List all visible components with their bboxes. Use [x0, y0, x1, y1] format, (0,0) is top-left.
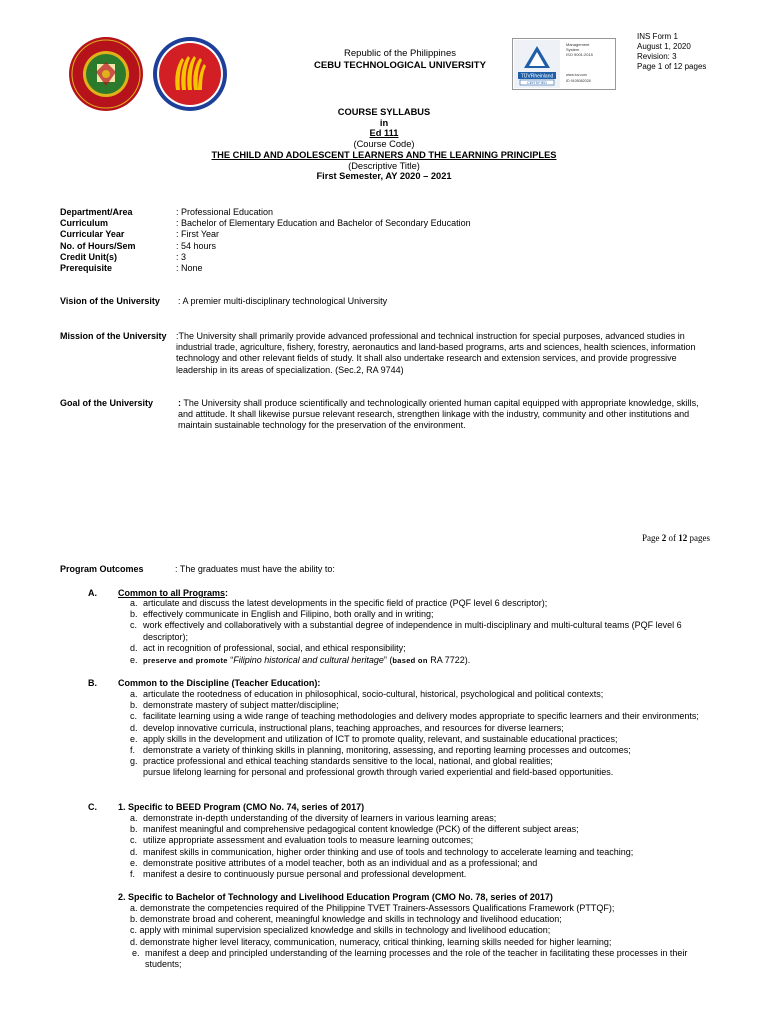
mission-label: Mission of the University — [60, 331, 167, 341]
item-text: apply skills in the development and utilization of ICT to promote quality, relevant, and sustainable educational practices; — [143, 733, 618, 744]
goal-label: Goal of the University — [60, 398, 154, 408]
detail-key: Prerequisite — [60, 263, 113, 274]
item-text: develop innovative curricula, instructional plans, teaching approaches, and resources for diverse learners; — [143, 722, 564, 733]
list-item — [130, 745, 710, 756]
list-item — [130, 711, 710, 722]
course-code: Ed 111 — [369, 128, 399, 139]
item-text: practice professional and ethical teaching standards sensitive to the local, national, and global realities; — [143, 756, 553, 767]
list-item — [130, 948, 720, 970]
list-item — [130, 609, 710, 620]
item-marker — [130, 767, 143, 778]
item-marker: b. — [130, 824, 138, 835]
list-item — [130, 858, 720, 869]
detail-key: Curriculum — [60, 218, 109, 229]
item-marker: b. — [130, 609, 138, 620]
page-current: 2 — [661, 533, 667, 543]
descriptive-title: THE CHILD AND ADOLESCENT LEARNERS AND THE LEARNING PRINCIPLES — [211, 149, 557, 160]
list-item: c. apply with minimal supervision specialized knowledge and skills in technology and livelihood education; — [130, 925, 551, 936]
list-item — [130, 756, 710, 767]
list-item — [130, 835, 720, 846]
item-text: articulate and discuss the latest developments in the specific field of practice (PQF level 6 descriptor); — [143, 598, 548, 608]
detail-value: : Professional Education — [176, 207, 274, 217]
list-item: d. demonstrate higher level literacy, communication, numeracy, critical thinking, learning skills needed for higher learning; — [130, 936, 612, 947]
page-of: of — [666, 533, 679, 543]
detail-value: : 54 hours — [176, 240, 217, 251]
form-page: Page 1 of 12 pages — [637, 62, 707, 71]
vision-label: Vision of the University — [60, 296, 160, 306]
page-suffix: pages — [687, 533, 710, 543]
item-marker: c. — [130, 620, 138, 631]
item-preserve: preserve and promote — [143, 656, 228, 666]
cert-iso-text: ISO 9001:2015 — [566, 52, 593, 57]
detail-row — [60, 207, 471, 218]
item-marker: d. — [130, 722, 138, 733]
tuv-certification-badge — [512, 38, 616, 90]
detail-value: : 3 — [176, 251, 187, 262]
item-marker: e. — [130, 655, 138, 666]
course-code-label: (Course Code) — [353, 139, 415, 150]
tuv-certified-text: CERTIFIED — [527, 81, 547, 85]
list-item — [130, 700, 710, 711]
item-text: effectively communicate in English and Filipino, both orally and in writing; — [143, 609, 434, 620]
item-text: pursue lifelong learning for personal and professional growth through varied experiential and field-based opportunities. — [143, 767, 614, 778]
item-marker: e. — [130, 857, 138, 868]
section-letter: A. — [88, 588, 97, 598]
program-outcomes-label: Program Outcomes — [60, 564, 144, 574]
section-subtitle-btled: 2. Specific to Bachelor of Technology and Livelihood Education Program (CMO No. 78, series of 2017) — [118, 892, 553, 902]
cert-url-text: www.tuv.com — [566, 73, 587, 77]
list-item — [130, 643, 710, 654]
item-text: demonstrate a variety of thinking skills in planning, monitoring, assessing, and reporting learning processes and outcomes; — [143, 745, 631, 756]
list-item — [130, 847, 720, 858]
mission-text: :The University shall primarily provide advanced professional and technical instruction for special purposes, advanced studies in industrial trade, agriculture, fishery, forestry, aeronautics and land-based programs, arts and sciences, health sciences, information technology and other relevant fields of study. It shall also undertake research and extension services, and provide progressive leadership in its areas of specialization. (Sec.2, RA 9744) — [176, 331, 696, 375]
item-text: facilitate learning using a wide range of teaching methodologies and delivery modes appropriate to specific learners and their environments; — [143, 711, 699, 722]
item-marker: b. — [130, 700, 138, 711]
item-text: demonstrate mastery of subject matter/discipline; — [143, 700, 339, 711]
program-outcomes-intro: : The graduates must have the ability to: — [175, 564, 335, 574]
section-letter: B. — [88, 678, 97, 688]
university-name: CEBU TECHNOLOGICAL UNIVERSITY — [314, 60, 486, 71]
semester: First Semester, AY 2020 – 2021 — [316, 171, 452, 182]
item-text: demonstrate in-depth understanding of the diversity of learners in various learning areas; — [143, 813, 497, 823]
form-info — [637, 32, 706, 72]
form-revision: Revision: 3 — [637, 52, 677, 61]
list-item — [130, 869, 720, 880]
goal-body: The University shall produce scientifically and technologically oriented human capital equipped with appropriate knowledge, skills, and attitude. It shall likewise pursue relevant research, strengthen linkage with the industry, community and other institutions and maintain sustainable technology for the preservation of the environment. — [178, 398, 699, 431]
item-quote-open: “ — [227, 655, 234, 666]
cert-management-text: Management — [566, 42, 590, 47]
item-text: manifest skills in communication, higher order thinking and use of tools and technology to accelerate learning and teaching; — [143, 846, 634, 857]
form-number: INS Form 1 — [637, 32, 678, 41]
section-subtitle-beed: 1. Specific to BEED Program (CMO No. 74, series of 2017) — [118, 802, 365, 812]
detail-value: : None — [176, 263, 203, 274]
list-item — [130, 655, 710, 666]
ctu-seal-logo — [68, 36, 144, 112]
item-marker: a. — [130, 598, 138, 608]
item-marker: a. — [130, 689, 138, 699]
section-title: Common to the Discipline (Teacher Education): — [118, 678, 321, 688]
cert-id-text: ID 9105082028 — [566, 79, 591, 83]
cert-system-text: System — [566, 47, 580, 52]
title-block — [120, 107, 648, 182]
goal-text — [178, 398, 708, 432]
list-item — [130, 598, 710, 609]
detail-row — [60, 229, 471, 240]
republic-text: Republic of the Philippines — [344, 48, 456, 59]
syllabus-heading: COURSE SYLLABUS — [337, 107, 431, 117]
list-item — [130, 620, 710, 642]
item-marker: f. — [130, 869, 136, 880]
item-marker: g. — [130, 756, 138, 767]
page-prefix: Page — [642, 533, 662, 543]
list-item — [130, 723, 710, 734]
item-text: work effectively and collaboratively with a substantial degree of independence in multi-disciplinary and multi-cultural teams (PQF level 6 descriptor); — [143, 620, 682, 642]
section-title: Common to all Programs — [118, 588, 226, 598]
item-text: act in recognition of professional, social, and ethical responsibility; — [143, 642, 406, 653]
section-letter: C. — [88, 802, 97, 812]
item-marker: d. — [130, 846, 138, 857]
page-number — [560, 533, 710, 544]
form-date: August 1, 2020 — [637, 42, 691, 51]
detail-value: : Bachelor of Elementary Education and Bachelor of Secondary Education — [176, 218, 471, 229]
descriptive-title-label: (Descriptive Title) — [348, 160, 420, 171]
list-item — [130, 767, 710, 778]
detail-key: Credit Unit(s) — [60, 251, 117, 262]
detail-row — [60, 218, 471, 229]
item-text: manifest meaningful and comprehensive pedagogical content knowledge (PCK) of the different subject areas; — [143, 824, 579, 835]
section-title-colon: : — [225, 588, 229, 598]
item-marker: e. — [132, 947, 140, 958]
detail-row — [60, 252, 471, 263]
item-quote-close: ” ( — [383, 655, 393, 666]
item-italic: Filipino historical and cultural heritage — [233, 655, 384, 666]
item-marker: c. — [130, 711, 138, 722]
item-text: articulate the rootedness of education in philosophical, socio-cultural, historical, psychological and political contexts; — [143, 689, 604, 699]
tuv-brand-text: TÜVRheinland — [520, 73, 554, 80]
item-text: manifest a desire to continuously pursue personal and professional development. — [143, 869, 467, 880]
list-item — [130, 689, 710, 700]
vision-text: : A premier multi-disciplinary technological University — [178, 296, 388, 306]
item-text: utilize appropriate assessment and evaluation tools to measure learning outcomes; — [143, 835, 474, 846]
item-text: demonstrate positive attributes of a model teacher, both as an individual and as a professional; and — [143, 857, 538, 868]
list-item: b. demonstrate broad and coherent, meaningful knowledge and skills in technology and livelihood education; — [130, 914, 562, 925]
item-ra: RA 7722). — [427, 655, 471, 666]
item-marker: d. — [130, 642, 138, 653]
list-item — [130, 813, 720, 824]
detail-key: Department/Area — [60, 207, 133, 217]
item-based-on: based on — [392, 656, 428, 666]
item-marker: a. — [130, 813, 138, 823]
detail-key: Curricular Year — [60, 229, 125, 240]
detail-row — [60, 241, 471, 252]
item-marker: f. — [130, 745, 136, 756]
list-item — [130, 734, 710, 745]
detail-row — [60, 263, 471, 274]
item-marker: e. — [130, 733, 138, 744]
asean-logo — [152, 36, 228, 112]
item-marker: c. — [130, 835, 138, 846]
course-details — [60, 207, 471, 274]
page-total: 12 — [678, 533, 688, 543]
item-text: manifest a deep and principled understanding of the learning processes and the role of the teacher in facilitating these processes in their students; — [145, 947, 688, 970]
list-item — [130, 824, 720, 835]
syllabus-in: in — [379, 117, 389, 128]
list-item: a. demonstrate the competencies required of the Philippine TVET Trainers-Assessors Qualifications Framework (PTTQF); — [130, 903, 615, 913]
detail-value: : First Year — [176, 229, 220, 240]
detail-key: No. of Hours/Sem — [60, 240, 136, 251]
goal-colon: : — [178, 398, 181, 408]
